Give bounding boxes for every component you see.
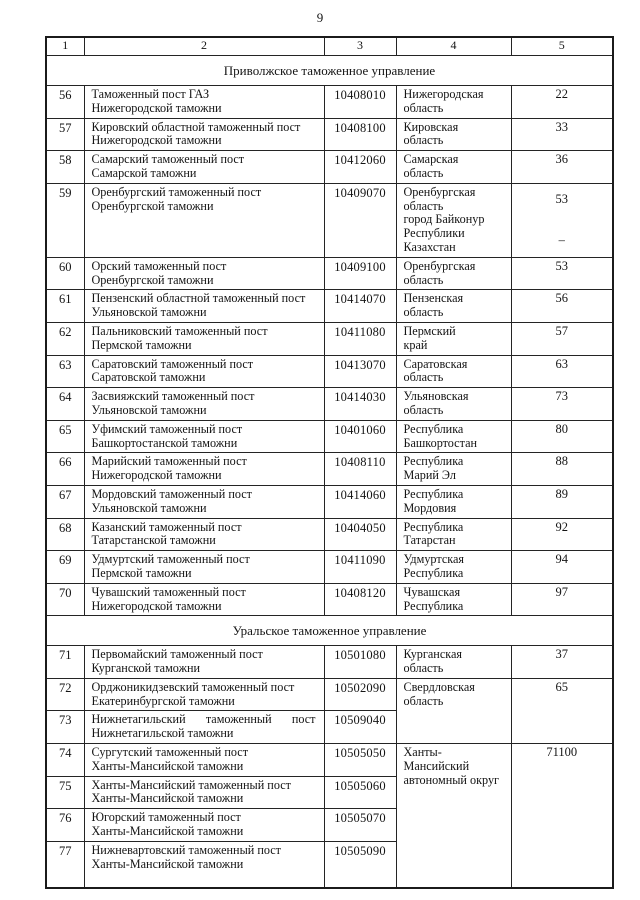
- post-name-cell: Самарский таможенный пост Самарской таможни: [84, 151, 324, 184]
- post-name-cell: Пальниковский таможенный пост Пермской таможни: [84, 322, 324, 355]
- row-number-cell: 76: [46, 809, 84, 842]
- row-number-cell: 59: [46, 183, 84, 257]
- post-name-cell: Оренбургский таможенный пост Оренбургской таможни: [84, 183, 324, 257]
- post-code-cell: 10408110: [324, 453, 396, 486]
- table-row: [46, 420, 613, 453]
- post-code-cell: 10412060: [324, 151, 396, 184]
- post-code-cell: 10414060: [324, 485, 396, 518]
- region-cell: Нижегородская область: [396, 86, 511, 119]
- table-row: [46, 583, 613, 616]
- region-cell: Пензенская область: [396, 290, 511, 323]
- post-code-cell: 10502090: [324, 678, 396, 711]
- row-number-cell: 58: [46, 151, 84, 184]
- post-code-cell: 10408100: [324, 118, 396, 151]
- row-number-cell: 70: [46, 583, 84, 616]
- post-code-cell: 10411080: [324, 322, 396, 355]
- region-cell: Пермский край: [396, 322, 511, 355]
- post-code-cell: 10414070: [324, 290, 396, 323]
- table-row: [46, 151, 613, 184]
- table-row: [46, 388, 613, 421]
- row-number-cell: 63: [46, 355, 84, 388]
- post-code-cell: 10505070: [324, 809, 396, 842]
- value-cell: 71100: [511, 744, 613, 889]
- post-name-cell: Саратовский таможенный пост Саратовской таможни: [84, 355, 324, 388]
- section-header-row: [46, 56, 613, 86]
- value-cell: 92: [511, 518, 613, 551]
- row-number-cell: 77: [46, 841, 84, 888]
- region-cell: Ханты- Мансийский автономный округ: [396, 744, 511, 889]
- column-header-2: 2: [84, 37, 324, 56]
- table-row: [46, 86, 613, 119]
- row-number-cell: 72: [46, 678, 84, 711]
- post-code-cell: 10413070: [324, 355, 396, 388]
- table-row: [46, 257, 613, 290]
- region-cell: Курганская область: [396, 646, 511, 679]
- row-number-cell: 69: [46, 551, 84, 584]
- value-cell: 97: [511, 583, 613, 616]
- post-name-cell: Чувашский таможенный пост Нижегородской таможни: [84, 583, 324, 616]
- value-cell: 36: [511, 151, 613, 184]
- region-cell: Оренбургская область: [396, 257, 511, 290]
- region-cell: Республика Башкортостан: [396, 420, 511, 453]
- post-code-cell: 10408120: [324, 583, 396, 616]
- column-header-row: [46, 37, 613, 56]
- row-number-cell: 71: [46, 646, 84, 679]
- row-number-cell: 67: [46, 485, 84, 518]
- post-code-cell: 10401060: [324, 420, 396, 453]
- region-cell: Свердловская область: [396, 678, 511, 743]
- table-header: [46, 37, 613, 56]
- post-name-cell: Нижневартовский таможенный пост Ханты-Мансийской таможни: [84, 841, 324, 888]
- post-name-cell: Кировский областной таможенный пост Нижегородской таможни: [84, 118, 324, 151]
- row-number-cell: 57: [46, 118, 84, 151]
- post-code-cell: 10409100: [324, 257, 396, 290]
- post-name-cell: Уфимский таможенный пост Башкортостанской таможни: [84, 420, 324, 453]
- value-cell: 88: [511, 453, 613, 486]
- post-name-cell: Пензенский областной таможенный пост Ульяновской таможни: [84, 290, 324, 323]
- value-cell: 80: [511, 420, 613, 453]
- region-cell: Чувашская Республика: [396, 583, 511, 616]
- post-code-cell: 10404050: [324, 518, 396, 551]
- post-name-cell: Первомайский таможенный пост Курганской таможни: [84, 646, 324, 679]
- post-code-cell: 10505060: [324, 776, 396, 809]
- column-header-1: 1: [46, 37, 84, 56]
- region-cell: Саратовская область: [396, 355, 511, 388]
- value-cell: 63: [511, 355, 613, 388]
- post-code-cell: 10505050: [324, 744, 396, 777]
- row-number-cell: 61: [46, 290, 84, 323]
- region-cell: Удмуртская Республика: [396, 551, 511, 584]
- table-row: [46, 322, 613, 355]
- post-code-cell: 10509040: [324, 711, 396, 744]
- post-code-cell: 10501080: [324, 646, 396, 679]
- value-cell: 57: [511, 322, 613, 355]
- post-code-cell: 10505090: [324, 841, 396, 888]
- value-cell: 89: [511, 485, 613, 518]
- table-row: [46, 355, 613, 388]
- row-number-cell: 64: [46, 388, 84, 421]
- table-row: [46, 551, 613, 584]
- row-number-cell: 74: [46, 744, 84, 777]
- post-name-cell: Сургутский таможенный пост Ханты-Мансийской таможни: [84, 744, 324, 777]
- row-number-cell: 65: [46, 420, 84, 453]
- customs-posts-table: [45, 36, 614, 889]
- row-number-cell: 68: [46, 518, 84, 551]
- value-cell: 53: [511, 257, 613, 290]
- post-code-cell: 10414030: [324, 388, 396, 421]
- post-name-cell: Орский таможенный пост Оренбургской таможни: [84, 257, 324, 290]
- section-header-row: [46, 616, 613, 646]
- column-header-4: 4: [396, 37, 511, 56]
- region-cell: Самарская область: [396, 151, 511, 184]
- value-cell: 73: [511, 388, 613, 421]
- column-header-3: 3: [324, 37, 396, 56]
- row-number-cell: 56: [46, 86, 84, 119]
- post-name-cell: Нижнетагильский таможенный пост Нижнетагильской таможни: [84, 711, 324, 744]
- table-row: [46, 183, 613, 257]
- region-cell: Кировская область: [396, 118, 511, 151]
- region-cell: Республика Марий Эл: [396, 453, 511, 486]
- region-cell: Республика Мордовия: [396, 485, 511, 518]
- post-name-cell: Югорский таможенный пост Ханты-Мансийской таможни: [84, 809, 324, 842]
- region-cell: Ульяновская область: [396, 388, 511, 421]
- table-row: [46, 744, 613, 777]
- post-name-cell: Орджоникидзевский таможенный пост Екатеринбургской таможни: [84, 678, 324, 711]
- post-name-cell: Казанский таможенный пост Татарстанской таможни: [84, 518, 324, 551]
- section-title: Приволжское таможенное управление: [46, 56, 613, 86]
- table-row: [46, 646, 613, 679]
- value-cell: 33: [511, 118, 613, 151]
- row-number-cell: 73: [46, 711, 84, 744]
- value-cell: 56: [511, 290, 613, 323]
- post-code-cell: 10411090: [324, 551, 396, 584]
- value-cell: 94: [511, 551, 613, 584]
- value-cell: 22: [511, 86, 613, 119]
- row-number-cell: 66: [46, 453, 84, 486]
- post-name-cell: Таможенный пост ГАЗ Нижегородской таможни: [84, 86, 324, 119]
- section-title: Уральское таможенное управление: [46, 616, 613, 646]
- table-row: [46, 453, 613, 486]
- value-cell: 53 –: [511, 183, 613, 257]
- table-row: [46, 290, 613, 323]
- post-code-cell: 10408010: [324, 86, 396, 119]
- post-name-cell: Удмуртский таможенный пост Пермской таможни: [84, 551, 324, 584]
- value-cell: 37: [511, 646, 613, 679]
- row-number-cell: 60: [46, 257, 84, 290]
- table-row: [46, 118, 613, 151]
- post-name-cell: Засвияжский таможенный пост Ульяновской таможни: [84, 388, 324, 421]
- table-row: [46, 678, 613, 711]
- post-name-cell: Мордовский таможенный пост Ульяновской таможни: [84, 485, 324, 518]
- region-cell: Оренбургская область город Байконур Республики Казахстан: [396, 183, 511, 257]
- table-row: [46, 485, 613, 518]
- row-number-cell: 62: [46, 322, 84, 355]
- row-number-cell: 75: [46, 776, 84, 809]
- table-row: [46, 518, 613, 551]
- column-header-5: 5: [511, 37, 613, 56]
- value-cell: 65: [511, 678, 613, 743]
- page-number: 9: [316, 10, 324, 25]
- post-name-cell: Марийский таможенный пост Нижегородской таможни: [84, 453, 324, 486]
- post-code-cell: 10409070: [324, 183, 396, 257]
- post-name-cell: Ханты-Мансийский таможенный пост Ханты-Мансийской таможни: [84, 776, 324, 809]
- table-body: [46, 56, 613, 889]
- region-cell: Республика Татарстан: [396, 518, 511, 551]
